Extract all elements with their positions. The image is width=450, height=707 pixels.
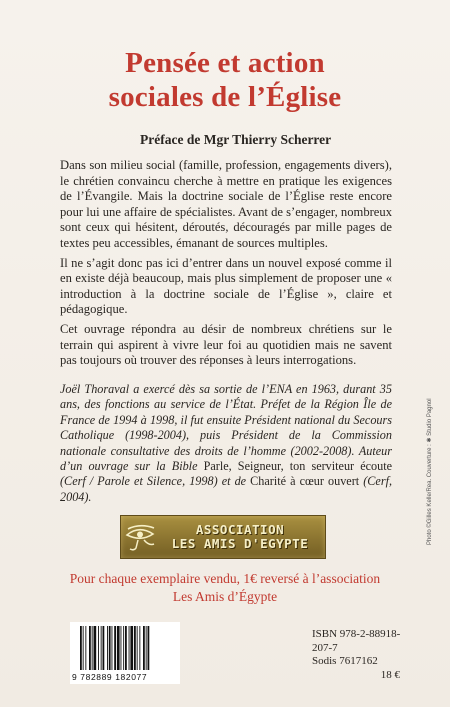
blurb-paragraph-1: Dans son milieu social (famille, profession, engagements divers), le chrétien convaincu cherche à mettre en pratique les exigences de l’Évangile. Mais la doctrine sociale de l’Église reste encore pour lui une affaire de spécialistes. Avant de s’engager, nombreux sont ceux qui hésitent, déroutés, découragés par mille pages de textes peu accessibles, émanant de sources multiples.	[60, 158, 392, 250]
preface-credit: Préface de Mgr Thierry Scherrer	[140, 132, 332, 147]
barcode-bars	[76, 626, 174, 672]
barcode-bar	[92, 626, 93, 670]
barcode-bar	[89, 626, 91, 670]
bio-book-1: Parle, Seigneur, ton serviteur écoute	[203, 459, 393, 474]
title-line-2: sociales de l’Église	[108, 81, 342, 113]
association-banner	[120, 515, 326, 559]
banner-line-2: LES AMIS D'EGYPTE	[171, 536, 309, 551]
photo-credit: Photo ©Gilles Kelle/Rea. Couverture : ✱ Studio Pagnol	[427, 398, 433, 545]
barcode-bar	[98, 626, 99, 670]
donation-note	[0, 570, 450, 606]
barcode-bar	[130, 626, 133, 670]
barcode-bar	[137, 626, 138, 670]
price: 18 €	[380, 668, 400, 681]
banner-text	[161, 523, 325, 551]
barcode-bar	[123, 626, 124, 670]
barcode-bar	[125, 626, 127, 670]
donation-line-1: Pour chaque exemplaire vendu, 1€ reversé à l’association	[69, 571, 381, 586]
barcode-bar	[148, 626, 150, 670]
barcode-bar	[103, 626, 105, 670]
barcode-bar	[109, 626, 111, 670]
donation-line-2: Les Amis d’Égypte	[172, 589, 278, 604]
barcode-bar	[94, 626, 97, 670]
barcode-bar	[129, 626, 130, 670]
bio-text-2: (Cerf / Parole et Silence, 1998) et de	[60, 474, 251, 489]
barcode-bar	[117, 626, 120, 670]
barcode-bar	[134, 626, 136, 670]
barcode-bar	[107, 626, 108, 670]
barcode-bar	[80, 626, 82, 670]
book-codes	[312, 628, 412, 682]
bio-book-2: Charité à cœur ouvert	[250, 474, 360, 489]
barcode-bar	[112, 626, 113, 670]
author-bio	[60, 382, 392, 505]
barcode-bar	[85, 626, 86, 670]
eye-of-horus-icon	[121, 515, 161, 559]
bio-text-1: Joël Thoraval a exercé dès sa sortie de l’ENA en 1963, durant 35 ans, des fonctions au service de l’État. Préfet de la Région Île de France de 1994 à 1998, il fut ensuite Président national du Secours Catholique (1998-2004), puis Président de la Commission nationale consultative des droits de l’homme (2002-2008). Auteur d’un ouvrage sur la Bible	[60, 382, 392, 474]
sodis-code: Sodis 7617162	[312, 655, 378, 667]
title-line-1: Pensée et action	[125, 47, 325, 79]
barcode-bar	[114, 626, 116, 670]
barcode-bar	[139, 626, 140, 670]
barcode-bar	[121, 626, 122, 670]
blurb	[60, 158, 392, 373]
barcode	[70, 622, 180, 684]
barcode-bar	[83, 626, 84, 670]
book-title	[0, 46, 450, 114]
isbn: ISBN 978-2-88918-207-7	[312, 628, 401, 654]
bio-text-3: (Cerf, 2004).	[60, 474, 392, 504]
barcode-bar	[143, 626, 145, 670]
banner-line-1: ASSOCIATION	[195, 522, 285, 537]
barcode-bar	[101, 626, 102, 670]
barcode-number: 9 782889 182077	[72, 672, 148, 682]
blurb-paragraph-3: Cet ouvrage répondra au désir de nombreux chrétiens sur le terrain qui aspirent à vivre leur foi au quotidien mais ne savent pas toujours où trouver des réponses à leurs interrogations.	[60, 321, 392, 368]
blurb-paragraph-2: Il ne s’agit donc pas ici d’entrer dans un nouvel exposé comme il en existe déjà beaucoup, mais plus simplement de proposer une « introduction à la doctrine sociale de l’Église », claire et pédagogique.	[60, 255, 392, 317]
barcode-bar	[146, 626, 147, 670]
